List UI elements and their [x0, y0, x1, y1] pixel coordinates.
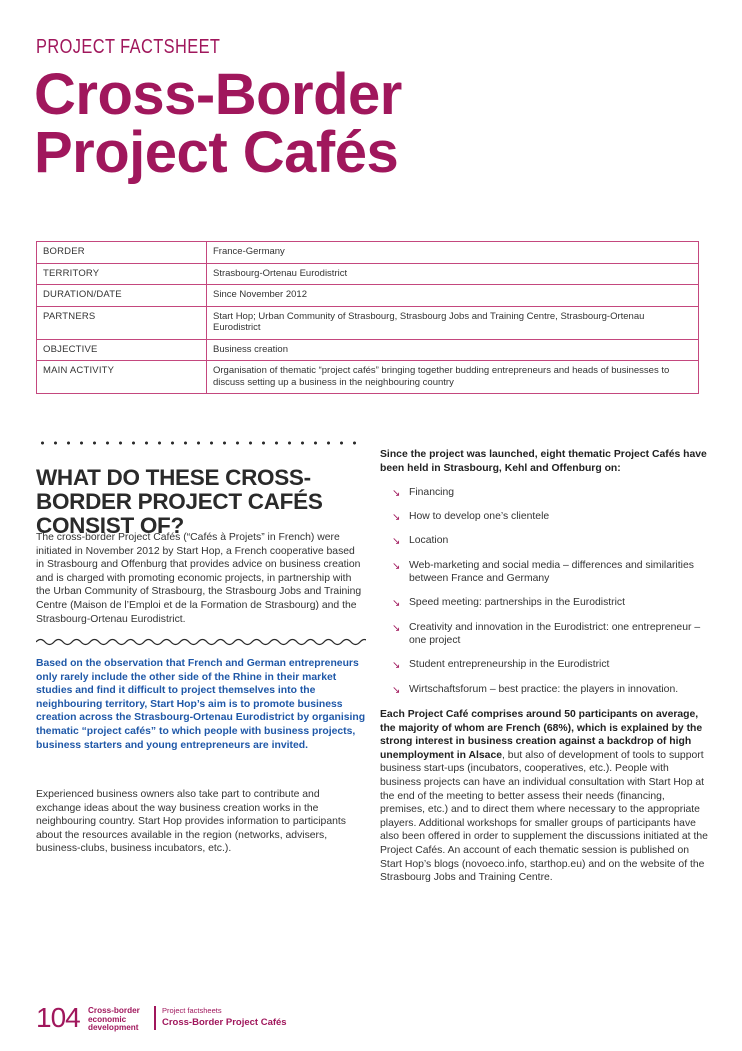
fact-key: MAIN ACTIVITY	[37, 361, 207, 394]
footer-section-line: Cross-border	[88, 1006, 140, 1015]
arrow-down-right-icon: ↘	[392, 622, 401, 634]
footer-section	[88, 1007, 158, 1033]
topics-list	[392, 486, 712, 707]
footer-title: Cross-Border Project Cafés	[162, 1017, 287, 1028]
title-line-2: Project Cafés	[34, 120, 399, 185]
list-item	[392, 596, 712, 610]
section-heading: WHAT DO THESE CROSS-BORDER PROJECT CAFÉS CONSIST OF?	[36, 465, 323, 538]
page-title	[34, 62, 402, 185]
list-item	[392, 621, 712, 648]
topic-text: Location	[409, 535, 449, 547]
page-kicker: PROJECT FACTSHEET	[36, 36, 221, 58]
list-item	[392, 486, 712, 500]
fact-key: BORDER	[37, 242, 207, 264]
fact-value: France-Germany	[207, 242, 699, 264]
arrow-down-right-icon: ↘	[392, 536, 401, 548]
dotted-divider	[36, 440, 360, 446]
fact-key: OBJECTIVE	[37, 339, 207, 361]
table-row	[37, 339, 699, 361]
arrow-down-right-icon: ↘	[392, 512, 401, 524]
fact-value: Strasbourg-Ortenau Eurodistrict	[207, 263, 699, 285]
fact-key: DURATION/DATE	[37, 285, 207, 307]
topic-text: Web-marketing and social media – differences and similarities between France and Germany	[409, 559, 694, 585]
topic-text: Speed meeting: partnerships in the Eurodistrict	[409, 597, 626, 609]
fact-value: Start Hop; Urban Community of Strasbourg, Strasbourg Jobs and Training Centre, Strasbourg-Ortenau Eurodistrict	[207, 306, 699, 339]
list-item	[392, 510, 712, 524]
fact-key: PARTNERS	[37, 306, 207, 339]
wave-divider	[36, 636, 366, 648]
title-line-1: Cross-Border	[34, 62, 402, 127]
highlight-paragraph: Based on the observation that French and German entrepreneurs only rarely include the other side of the Rhine in their market studies and find it difficult to project themselves into the neighbouring territory, Start Hop’s aim is to promote business creation across the Strasbourg-Ortenau Eurodistrict by organising thematic “project cafés” to which people with business projects, business starters and young entrepreneurs are invited.	[36, 658, 366, 751]
footer-category: Project factsheets	[162, 1006, 222, 1015]
list-item	[392, 683, 712, 697]
list-item	[392, 658, 712, 672]
participants-paragraph	[380, 708, 710, 885]
participants-rest: , but also of development of tools to support business start-ups (incubators, cooperatives, etc.). People with business projects can have an individual consultation with Start Hop at the end of the meeting to better assess their needs (financing, premises, etc.) and to direct them where necessary to the appropriate players. Additional workshops for smaller groups of participants have also been offered in order to supplement the discussions initiated at the Project Cafés. An account of each thematic session is published on Start Hop’s blogs (novoeco.info, starthop.eu) and on the website of the Strasbourg Jobs and Training Centre.	[380, 749, 708, 884]
intro-paragraph: The cross-border Project Cafés (“Cafés à Projets” in French) were initiated in November 2012 by Start Hop, a French cooperative based in Strasbourg and Offenburg that provides advice on business creation and is charged with promoting economic projects, in partnership with the Urban Community of Strasbourg, the Strasbourg Jobs and Training Centre (Maison de l’Emploi et de la Formation de Strasbourg) and the Strasbourg-Ortenau Eurodistrict.	[36, 532, 362, 625]
fact-key: TERRITORY	[37, 263, 207, 285]
table-row	[37, 361, 699, 394]
factsheet-table	[36, 241, 699, 394]
fact-value: Organisation of thematic “project cafés” bringing together budding entrepreneurs and heads of businesses to discuss setting up a business in the neighbouring country	[207, 361, 699, 394]
topic-text: Financing	[409, 487, 455, 498]
table-row	[37, 242, 699, 264]
topics-intro: Since the project was launched, eight thematic Project Cafés have been held in Strasbourg, Kehl and Offenburg on:	[380, 449, 707, 474]
footer-section-line: economic	[88, 1014, 127, 1024]
arrow-down-right-icon: ↘	[392, 488, 401, 499]
fact-value: Business creation	[207, 339, 699, 361]
arrow-down-right-icon: ↘	[392, 598, 401, 610]
topic-text: Creativity and innovation in the Eurodistrict: one entrepreneur – one project	[409, 621, 701, 647]
table-row	[37, 263, 699, 285]
topic-text: How to develop one’s clientele	[409, 511, 550, 523]
table-row	[37, 306, 699, 339]
arrow-down-right-icon: ↘	[392, 560, 401, 572]
list-item	[392, 559, 712, 586]
fact-value: Since November 2012	[207, 285, 699, 307]
participants-bold: Each Project Café comprises around 50 participants on average, the majority of whom are French (68%), which is explained by the strong interest in business creation against a backdrop of high unemployment in Alsace	[380, 709, 703, 761]
list-item	[392, 534, 712, 548]
footer-separator	[154, 1006, 156, 1030]
table-row	[37, 285, 699, 307]
arrow-down-right-icon: ↘	[392, 684, 401, 696]
topic-text: Student entrepreneurship in the Eurodistrict	[409, 659, 610, 671]
footer-section-line: development	[88, 1023, 139, 1033]
page-number: 104	[36, 1002, 80, 1033]
body-paragraph: Experienced business owners also take part to contribute and exchange ideas about the way business creation works in the neighbouring country. Start Hop provides information to participants about the resources available in the region (networks, advisers, business-clubs, business incubators, etc.).	[36, 789, 346, 855]
topic-text: Wirtschaftsforum – best practice: the players in innovation.	[409, 683, 679, 695]
arrow-down-right-icon: ↘	[392, 660, 401, 672]
